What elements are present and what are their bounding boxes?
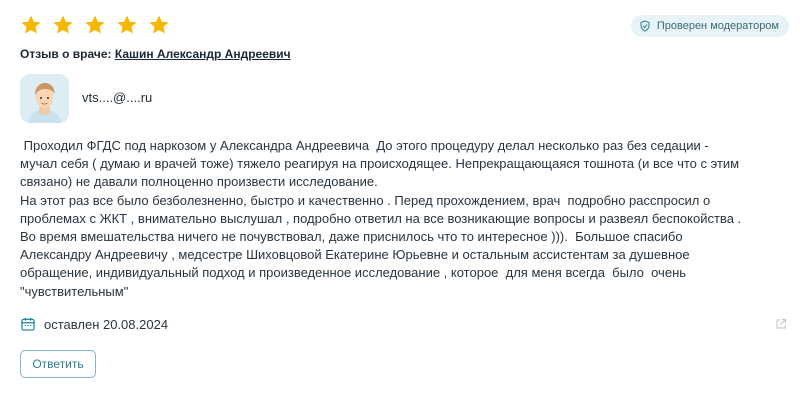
doctor-prefix: Отзыв о враче: [20, 47, 112, 61]
badge-label: Проверен модератором [656, 20, 779, 32]
doctor-name-link[interactable]: Кашин Александр Андреевич [114, 47, 291, 61]
star-icon [148, 14, 170, 36]
user-email: vts....@....ru [82, 90, 153, 105]
reply-button[interactable]: Ответить [20, 350, 96, 378]
star-icon [52, 14, 74, 36]
calendar-icon [20, 316, 36, 332]
shield-check-icon [639, 20, 651, 32]
star-icon [84, 14, 106, 36]
star-icon [116, 14, 138, 36]
date-label: оставлен 20.08.2024 [44, 316, 169, 332]
user-avatar-icon [20, 74, 69, 123]
external-link-icon[interactable] [775, 318, 787, 330]
review-date [20, 316, 168, 332]
review-subject [20, 47, 291, 61]
moderation-badge [631, 15, 789, 37]
avatar [20, 74, 69, 123]
review-text: Проходил ФГДС под наркозом у Александра Андреевича До этого процедуру делал несколько раз без седации - мучал себя ( думаю и врачей тоже) тяжело реагируя на происходящее. Непрекращающаяся тошнота (и все что с этим связано) не давали полноценно произвести исследование. На этот раз все было безболезненно, быстро и качественно . Перед прохождением, врач подробно расспросил о проблемах с ЖКТ , внимательно выслушал , подробно ответил на все возникающие вопросы и развеял беспокойства . Во время вмешательства ничего не почувствовал, даже приснилось что то интересное ))). Большое спасибо Александру Андреевичу , медсестре Шиховцовой Екатерине Юрьевне и остальным ассистентам за душевное обращение, индивидуальный подход и произведенное исследование , которое для меня всегда было очень "чувствительным" [20, 138, 742, 299]
star-icon [20, 14, 42, 36]
rating-stars [20, 14, 170, 36]
